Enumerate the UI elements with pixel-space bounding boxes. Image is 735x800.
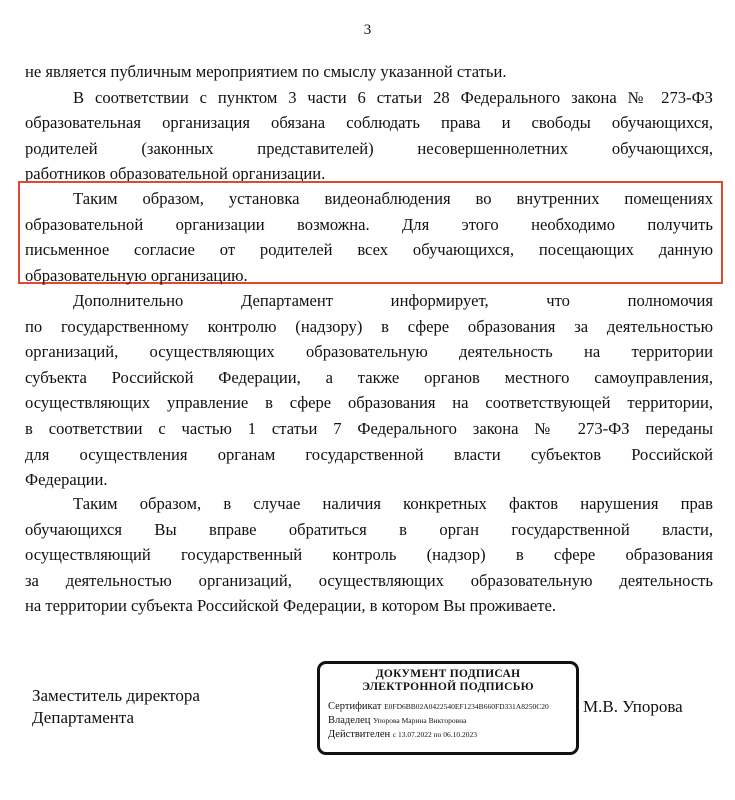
text-line: В соответствии с пунктом 3 части 6 статьи 28 Федерального закона № 273-ФЗ <box>73 87 713 107</box>
paragraph-block-4 <box>25 491 713 619</box>
signatory-name: М.В. Упорова <box>583 697 683 716</box>
text-line: письменное согласие от родителей всех обучающихся, посещающих данную <box>25 240 713 260</box>
text-line: организаций, осуществляющих образовательную деятельность на территории <box>25 342 713 362</box>
page-number: 3 <box>363 22 372 38</box>
stamp-heading: ДОКУМЕНТ ПОДПИСАН <box>375 668 521 680</box>
stamp-owner-value: Упорова Марина Викторовна <box>373 716 467 725</box>
signatory-title-line: Департамента <box>32 708 135 727</box>
text-line: субъекта Российской Федерации, а также органов местного самоуправления, <box>25 367 713 387</box>
stamp-owner-label: Владелец <box>328 715 371 726</box>
stamp-validity-label: Действителен <box>328 729 391 740</box>
signatory-title-line: Заместитель директора <box>32 686 200 705</box>
text-line: для осуществления органам государственной власти субъектов Российской <box>25 444 713 464</box>
text-line: не является публичным мероприятием по смыслу указанной статьи. <box>25 62 507 81</box>
text-line: на территории субъекта Российской Федерации, в котором Вы проживаете. <box>25 596 557 616</box>
text-line: работников образовательной организации. <box>25 164 326 184</box>
text-line: Дополнительно Департамент информирует, что полномочия <box>73 291 713 310</box>
stamp-validity <box>328 728 568 742</box>
text-line: осуществляющих управление в сфере образования на соответствующей территории, <box>25 393 713 413</box>
electronic-signature-stamp <box>317 661 579 755</box>
stamp-heading: ЭЛЕКТРОННОЙ ПОДПИСЬЮ <box>362 681 534 693</box>
stamp-owner <box>328 714 568 728</box>
text-line: осуществляющий государственный контроль (надзор) в сфере образования <box>25 545 713 565</box>
text-line: Таким образом, в случае наличия конкретных фактов нарушения прав <box>73 494 713 513</box>
text-line: Таким образом, установка видеонаблюдения во внутренних помещениях <box>73 189 713 208</box>
paragraph-block-3 <box>25 288 713 493</box>
stamp-certificate-value: E0FD6BB02A0422540EF1234B660FD331A8250C20 <box>384 702 549 711</box>
stamp-certificate <box>328 700 568 714</box>
text-line: образовательной организации возможна. Для этого необходимо получить <box>25 214 713 234</box>
text-line: образовательную организацию. <box>25 265 248 285</box>
text-line: родителей (законных представителей) несовершеннолетних обучающихся, <box>25 138 713 158</box>
text-line: Федерации. <box>25 470 108 490</box>
text-line: в соответствии с частью 1 статьи 7 Федерального закона № 273-ФЗ переданы <box>25 418 713 438</box>
text-line: обучающихся Вы вправе обратиться в орган государственной власти, <box>25 519 713 539</box>
stamp-certificate-label: Сертификат <box>328 701 382 712</box>
text-line: по государственному контролю (надзору) в сфере образования за деятельностью <box>25 316 713 336</box>
text-line: за деятельностью организаций, осуществляющих образовательную деятельность <box>25 570 713 590</box>
text-line: образовательная организация обязана соблюдать права и свободы обучающихся, <box>25 113 713 133</box>
highlighted-paragraph <box>25 186 713 288</box>
stamp-validity-value: с 13.07.2022 по 06.10.2023 <box>392 730 478 739</box>
paragraph-block-1 <box>25 59 713 187</box>
signatory-title <box>32 685 200 729</box>
